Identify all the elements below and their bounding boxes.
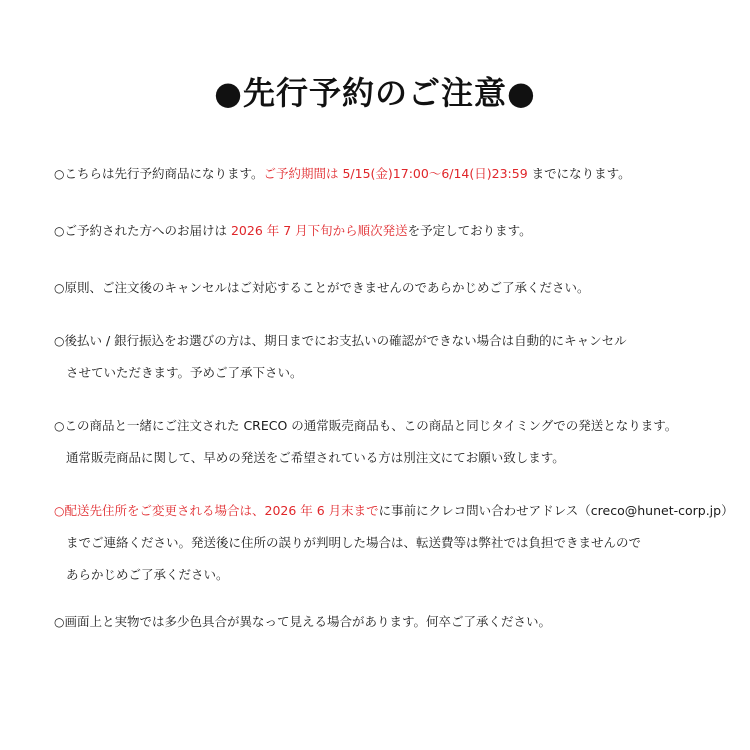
notice-line: までご連絡ください。発送後に住所の誤りが判明した場合は、転送費等は弊社では負担できませんので [66,535,642,550]
notice-text: ご予約された方へのお届けは [64,223,231,238]
circle-bullet-icon: ○ [54,224,65,238]
notice-color-difference [54,606,744,638]
circle-bullet-icon: ○ [54,281,65,295]
notice-text: この商品と一緒にご注文された CRECO の通常販売商品も、この商品と同じタイミングでの発送となります。 [64,418,678,433]
notice-line [54,158,744,190]
notice-line: 通常販売商品に関して、早めの発送をご希望されている方は別注文にてお願い致します。 [66,450,565,465]
notice-line [54,495,744,527]
notice-delivery-schedule [54,215,744,247]
notice-shipping-together [54,410,744,474]
notice-text: 原則、ご注文後のキャンセルはご対応することができませんのであらかじめご了承ください。 [64,280,590,295]
notice-cancellation [54,272,744,304]
notice-reservation-period [54,158,744,190]
notice-line [54,272,744,304]
circle-bullet-icon: ○ [54,167,65,181]
page-title: ●先行予約のご注意● [214,74,536,112]
notice-address-change [54,495,744,591]
notice-text: に事前にクレコ問い合わせアドレス（creco@hunet-corp.jp） [378,503,734,518]
circle-bullet-icon: ○ [54,504,65,518]
notice-line [54,325,744,357]
notice-payment [54,325,744,389]
notice-text: を予定しております。 [407,223,532,238]
circle-bullet-icon: ○ [54,419,65,433]
notice-line: させていただきます。予めご了承下さい。 [66,365,303,380]
notice-highlight: 配送先住所をご変更される場合は、2026 年 6 月末まで [64,503,379,518]
notice-line [54,410,744,442]
notice-text: こちらは先行予約商品になります。 [64,166,264,181]
circle-bullet-icon: ○ [54,615,65,629]
notice-text: までになります。 [527,166,631,181]
notice-line [54,215,744,247]
notice-text: 後払い / 銀行振込をお選びの方は、期日までにお支払いの確認ができない場合は自動的にキャンセル [64,333,627,348]
notice-line: あらかじめご了承ください。 [66,567,229,582]
notice-highlight: 2026 年 7 月下旬から順次発送 [230,223,408,238]
notice-text: 画面上と実物では多少色具合が異なって見える場合があります。何卒ご了承ください。 [64,614,551,629]
notice-highlight: ご予約期間は 5/15(金)17:00〜6/14(日)23:59 [263,166,528,181]
notice-line [54,606,744,638]
circle-bullet-icon: ○ [54,334,65,348]
